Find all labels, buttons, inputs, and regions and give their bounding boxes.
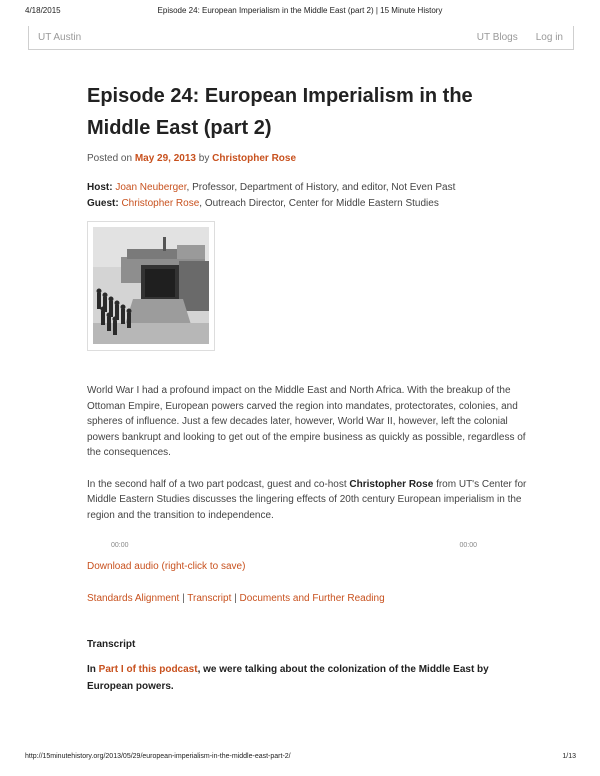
part-one-link[interactable]: Part I of this podcast [98,664,198,675]
host-name-link[interactable]: Joan Neuberger [115,182,187,193]
audio-current-time: 00:00 [111,542,129,549]
print-page-number: 1/13 [562,753,576,760]
host-label: Host: [87,182,113,193]
guest-name-link[interactable]: Christopher Rose [121,198,200,209]
audio-player[interactable] [87,542,527,552]
post-date-link[interactable]: May 29, 2013 [134,153,196,164]
top-nav-bar [28,26,574,50]
download-audio-link[interactable]: Download audio (right-click to save) [87,561,246,572]
post-title: Episode 24: European Imperialism in the Middle East (part 2) [87,85,473,139]
summary-paragraph [87,477,527,524]
nav-link-log-in[interactable]: Log in [535,32,563,43]
standards-alignment-link[interactable]: Standards Alignment [87,593,180,604]
host-description: , Professor, Department of History, and editor, Not Even Past [186,182,456,193]
print-date: 4/18/2015 [25,6,61,15]
photo-illustration [93,227,209,344]
host-line [87,180,527,196]
audio-duration: 00:00 [459,542,477,549]
print-header [0,6,600,18]
link-separator: | [182,593,185,604]
photo-frame [87,221,215,351]
summary-text-before: In the second half of a two part podcast, guest and co-host [87,478,350,490]
guest-line [87,196,527,212]
author-link[interactable]: Christopher Rose [212,153,297,164]
print-footer [0,753,600,765]
summary-text-after: from UT's Center for Middle Eastern Studies discusses the lingering effects of 20th century European imperialism in the region and the transition to independence. [87,478,527,521]
print-url: http://15minutehistory.org/2013/05/29/european-imperialism-in-the-middle-east-part-2/ [25,753,291,760]
site-link-ut-austin[interactable]: UT Austin [38,32,82,43]
transcript-text-before: In [87,664,99,675]
post-content [87,80,527,695]
print-page-title: Episode 24: European Imperialism in the Middle East (part 2) | 15 Minute History [157,6,443,15]
resource-links [87,593,527,604]
post-meta [87,153,527,164]
documents-reading-link[interactable]: Documents and Further Reading [239,593,385,604]
guest-label: Guest: [87,198,119,209]
transcript-heading: Transcript [87,639,136,650]
link-separator: | [234,593,237,604]
transcript-text-after: , we were talking about the colonization of the Middle East by European powers. [87,664,489,692]
nav-link-ut-blogs[interactable]: UT Blogs [476,32,518,43]
guest-description: , Outreach Director, Center for Middle Eastern Studies [199,198,439,209]
landing-ship-photo [93,227,209,344]
transcript-first-paragraph [87,661,527,695]
credits [87,180,527,212]
transcript-link[interactable]: Transcript [187,593,232,604]
intro-paragraph: World War I had a profound impact on the Middle East and North Africa. With the breakup of the Ottoman Empire, European powers carved the region into mandates, protectorates, colonies, and spheres of influence. Just a few decades later, however, World War II, however, left the colonial powers bankrupt and looking to get out of the empire business as quickly as possible, regardless of the consequences. [87,385,526,458]
nav-links [477,32,563,43]
by-label: by [198,153,210,164]
summary-guest-name: Christopher Rose [349,478,434,490]
posted-on-label: Posted on [87,153,133,164]
